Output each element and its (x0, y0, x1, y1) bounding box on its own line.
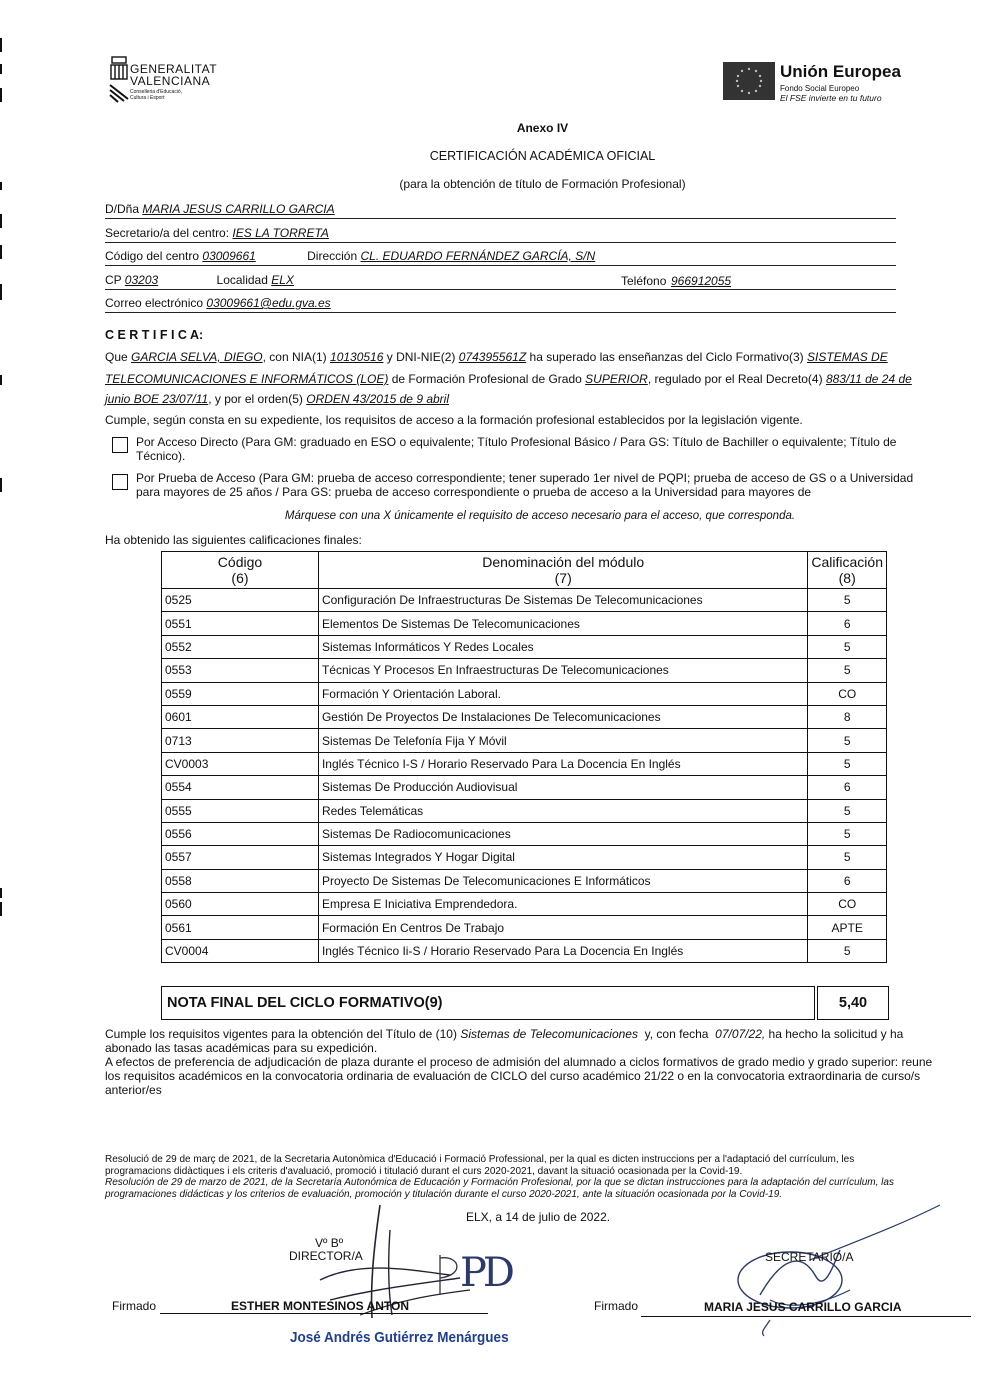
certifica-text: , regulado por el Real Decreto(4) (647, 372, 823, 386)
closing-text: ha hecho la solicitud y ha (768, 1027, 904, 1041)
table-header-row (162, 552, 887, 589)
direct-access-line: Técnico). (136, 449, 186, 463)
module-name: Sistemas Integrados Y Hogar Digital (318, 846, 807, 869)
scan-mark (0, 902, 2, 916)
table-row (162, 939, 887, 962)
table-row (162, 729, 887, 752)
scan-mark (0, 245, 2, 259)
table-row (162, 776, 887, 799)
scan-mark (0, 64, 2, 74)
module-grade: 5 (808, 822, 887, 845)
module-grade: 5 (808, 846, 887, 869)
module-name: Elementos De Sistemas De Telecomunicaciones (318, 612, 807, 635)
grades-table (161, 551, 887, 963)
certifica-line2 (105, 372, 985, 386)
module-code: 0713 (162, 729, 319, 752)
resolution-line: programaciones didácticas y los criterios de evaluación, promoción y titulación durante el curso 2020-2021, ante la situación ocasionada por la Covid-19. (105, 1188, 783, 1200)
student-dni: 074395561Z (458, 350, 527, 364)
eu-title: Unión Europea (780, 62, 901, 81)
table-row (162, 893, 887, 916)
closing-line: los requisitos académicos en la convocatoria ordinaria de evaluación de CICLO del curso académico 21/22 o en la convocatoria extraordinaria de curso/s (105, 1069, 921, 1083)
resolution-line: programacions didàctiques i els criteris d'avaluació, promoció i titulació durant el curs 2020-2021, davant la situació ocasionada per la Covid-19. (105, 1165, 743, 1177)
order: ORDEN 43/2015 de 9 abril (306, 392, 449, 406)
final-grade-value: 5,40 (838, 995, 868, 1011)
module-code: 0554 (162, 776, 319, 799)
stamp-name: José Andrés Gutiérrez Menárgues (290, 1329, 509, 1346)
resolution-line: Resolució de 29 de març de 2021, de la Secretaria Autonòmica d'Educació i Formació Professional, per la qual es dicten instruccions per a l'adaptació del currículum, les (105, 1154, 855, 1165)
vb-label: Vº Bº (315, 1236, 344, 1250)
header-code (162, 552, 319, 589)
module-name: Sistemas Informáticos Y Redes Locales (318, 635, 807, 658)
direct-access-text (136, 435, 986, 463)
address-value: CL. EDUARDO FERNÁNDEZ GARCÍA, S/N (360, 249, 596, 263)
center-line (105, 226, 896, 243)
module-name: Inglés Técnico Ii-S / Horario Reservado Para La Docencia En Inglés (318, 939, 807, 962)
certifica-heading: C E R T I F I C A: (105, 328, 204, 342)
closing-line: abonado las tasas académicas para su expedición. (105, 1041, 378, 1055)
eu-motto: El FSE invierte en tu futuro (780, 93, 882, 103)
module-code: CV0004 (162, 939, 319, 962)
certifica-line1 (105, 350, 985, 364)
cycle-name: SISTEMAS DE (807, 350, 888, 364)
city-value: ELX (271, 273, 294, 287)
direct-access-checkbox[interactable] (112, 437, 128, 453)
email-value: 03009661@edu.gva.es (206, 296, 331, 310)
table-row (162, 799, 887, 822)
secretary-name-label: D/Dña (105, 202, 140, 216)
certifica-text: de Formación Profesional de Grado (391, 372, 582, 386)
director-name: ESTHER MONTESINOS ANTON (231, 1299, 410, 1313)
closing-line: A efectos de preferencia de adjudicación de plaza durante el proceso de admisión del alumnado a ciclos formativos de grado medio y grado superior: reune (105, 1055, 933, 1069)
module-name: Gestión De Proyectos De Instalaciones De Telecomunicaciones (318, 705, 807, 728)
certifica-line3 (105, 392, 449, 406)
scan-mark (0, 284, 2, 300)
table-row (162, 659, 887, 682)
closing-paragraph (105, 1027, 985, 1097)
table-row (162, 846, 887, 869)
table-row (162, 635, 887, 658)
module-grade: 6 (808, 869, 887, 892)
eu-logo (723, 62, 923, 104)
module-name: Sistemas De Radiocomunicaciones (318, 822, 807, 845)
header-grade (808, 552, 887, 589)
cycle-grade: SUPERIOR (585, 372, 648, 386)
module-grade: 6 (808, 612, 887, 635)
module-code: 0556 (162, 822, 319, 845)
certifica-text: , y por el orden(5) (208, 392, 303, 406)
generalitat-logo (108, 55, 218, 115)
scan-mark (0, 88, 2, 102)
director-signature-line (160, 1313, 488, 1314)
test-access-text (136, 471, 986, 499)
annex-label: Anexo IV (516, 121, 569, 135)
place-date: ELX, a 14 de julio de 2022. (466, 1210, 611, 1224)
decree: 883/11 de 24 de (825, 372, 912, 386)
generalitat-line2: VALENCIANA (130, 74, 211, 88)
module-grade: 5 (808, 752, 887, 775)
cp-city-phone-line (105, 273, 896, 290)
module-grade: 5 (808, 799, 887, 822)
header-text: Calificación (811, 554, 883, 570)
table-row (162, 589, 887, 612)
module-name: Técnicas Y Procesos En Infraestructuras De Telecomunicaciones (318, 659, 807, 682)
module-name: Sistemas De Producción Audiovisual (318, 776, 807, 799)
module-code: 0551 (162, 612, 319, 635)
director-signed-label: Firmado (112, 1299, 157, 1313)
phone-label: Teléfono (621, 274, 667, 288)
city-label: Localidad (216, 273, 268, 287)
header-ref: (6) (231, 570, 249, 586)
secretary-name-value: MARIA JESUS CARRILLO GARCIA (142, 202, 335, 216)
header-module (318, 552, 807, 589)
student-name: GARCIA SELVA, DIEGO (131, 350, 263, 364)
module-grade: CO (808, 682, 887, 705)
grades-intro: Ha obtenido las siguientes calificaciones finales: (105, 533, 362, 547)
eu-flag-icon (723, 62, 775, 100)
instruction-text: Márquese con una X únicamente el requisito de acceso necesario para el acceso, que corresponda. (284, 510, 796, 522)
closing-line: anterior/es (105, 1083, 162, 1097)
module-code: 0559 (162, 682, 319, 705)
table-row (162, 869, 887, 892)
final-grade-value-box (817, 986, 889, 1020)
module-code: CV0003 (162, 752, 319, 775)
module-code: 0552 (162, 635, 319, 658)
module-code: 0558 (162, 869, 319, 892)
secretary-signed-label: Firmado (594, 1299, 639, 1313)
final-grade-label-box (161, 986, 815, 1020)
module-grade: 5 (808, 635, 887, 658)
module-grade: 5 (808, 729, 887, 752)
certifica-text: ha superado las enseñanzas del Ciclo Formativo(3) (529, 350, 804, 364)
generalitat-line1: GENERALITAT (130, 62, 218, 76)
address-label: Dirección (307, 249, 358, 263)
scan-mark (0, 38, 2, 52)
table-row (162, 705, 887, 728)
student-nia: 10130516 (330, 350, 384, 364)
pd-stamp: PD (460, 1250, 511, 1296)
module-grade: CO (808, 893, 887, 916)
final-grade-label: NOTA FINAL DEL CICLO FORMATIVO(9) (167, 995, 443, 1011)
center-label: Secretario/a del centro: (105, 226, 230, 240)
scan-mark (0, 478, 2, 492)
email-line (105, 296, 896, 313)
module-code: 0560 (162, 893, 319, 916)
title-name: Sistemas de Telecomunicaciones (460, 1027, 638, 1041)
center-code-value: 03009661 (202, 249, 256, 263)
header-ref: (7) (554, 570, 572, 586)
module-name: Proyecto De Sistemas De Telecomunicaciones E Informáticos (318, 869, 807, 892)
header-text: Denominación del módulo (482, 554, 645, 570)
scan-mark (0, 888, 2, 898)
generalitat-sub1: Conselleria d'Educació, (130, 89, 183, 95)
header-ref: (8) (838, 570, 856, 586)
center-code-label: Código del centro (105, 249, 200, 263)
module-grade: 5 (808, 589, 887, 612)
code-address-line (105, 249, 896, 266)
module-name: Formación En Centros De Trabajo (318, 916, 807, 939)
secretary-signature-line (641, 1316, 971, 1317)
phone-value: 966912055 (671, 274, 732, 288)
secretary-name: MARIA JESUS CARRILLO GARCIA (704, 1300, 902, 1314)
module-name: Redes Telemáticas (318, 799, 807, 822)
request-date: 07/07/22, (715, 1027, 766, 1041)
test-access-checkbox[interactable] (112, 474, 128, 490)
resolution-block (105, 1154, 985, 1200)
table-row (162, 682, 887, 705)
module-code: 0601 (162, 705, 319, 728)
cp-value: 03203 (124, 273, 159, 287)
test-access-line: Por Prueba de Acceso (Para GM: prueba de acceso correspondiente; tener superado 1er nivel de PQPI; prueba de acceso de GS o a Universidad (136, 471, 914, 485)
closing-text: Cumple los requisitos vigentes para la obtención del Título de (10) (105, 1027, 457, 1041)
certifica-text: y DNI-NIE(2) (386, 350, 456, 364)
module-grade: 6 (808, 776, 887, 799)
test-access-line: para mayores de 25 años / Para GS: prueba de acceso correspondiente o prueba de acceso a la Universidad para mayores de (136, 485, 812, 499)
module-code: 0525 (162, 589, 319, 612)
module-code: 0553 (162, 659, 319, 682)
document-title: CERTIFICACIÓN ACADÉMICA OFICIAL (429, 149, 656, 163)
module-grade: APTE (808, 916, 887, 939)
module-name: Empresa E Iniciativa Emprendedora. (318, 893, 807, 916)
generalitat-crest-icon (108, 55, 130, 105)
module-grade: 8 (808, 705, 887, 728)
eu-subtitle: Fondo Social Europeo (780, 84, 860, 93)
module-code: 0561 (162, 916, 319, 939)
direct-access-line: Por Acceso Directo (Para GM: graduado en ESO o equivalente; Título Profesional Básico / Para GS: Título de Bachiller o equivalente; Título de (136, 435, 897, 449)
secretary-title: SECRETARIO/A (765, 1250, 854, 1264)
table-row (162, 752, 887, 775)
secretary-name-line (105, 202, 896, 219)
module-code: 0557 (162, 846, 319, 869)
resolution-line: Resolución de 29 de marzo de 2021, de la Secretaría Autonómica de Educación y Formación Profesional, por la que se dictan instrucciones para la adaptación del currículum, las (105, 1177, 894, 1188)
module-name: Configuración De Infraestructuras De Sistemas De Telecomunicaciones (318, 589, 807, 612)
module-name: Inglés Técnico I-S / Horario Reservado Para La Docencia En Inglés (318, 752, 807, 775)
secretary-signature-icon (730, 1200, 970, 1340)
module-code: 0555 (162, 799, 319, 822)
module-name: Formación Y Orientación Laboral. (318, 682, 807, 705)
table-row (162, 612, 887, 635)
director-label: DIRECTOR/A (289, 1249, 363, 1263)
table-row (162, 822, 887, 845)
closing-line (105, 1027, 985, 1041)
scan-mark (0, 214, 2, 228)
center-value: IES LA TORRETA (232, 226, 329, 240)
certifica-text: , con NIA(1) (262, 350, 327, 364)
scan-mark (0, 375, 2, 385)
email-label: Correo electrónico (105, 296, 204, 310)
closing-text: y, con fecha (644, 1027, 709, 1041)
generalitat-sub2: Cultura i Esport (130, 95, 165, 101)
module-grade: 5 (808, 659, 887, 682)
module-grade: 5 (808, 939, 887, 962)
cycle-name-cont: TELECOMUNICACIONES E INFORMÁTICOS (LOE) (105, 372, 389, 386)
module-name: Sistemas De Telefonía Fija Y Móvil (318, 729, 807, 752)
header-text: Código (217, 554, 263, 570)
certifica-text: Que (105, 350, 128, 364)
table-row (162, 916, 887, 939)
document-subtitle: (para la obtención de título de Formación Profesional) (399, 177, 686, 191)
requirements-text: Cumple, según consta en su expediente, los requisitos de acceso a la formación profesional establecidos por la legislación vigente. (105, 413, 803, 427)
decree-cont: junio BOE 23/07/11 (105, 392, 209, 406)
cp-label: CP (105, 273, 122, 287)
